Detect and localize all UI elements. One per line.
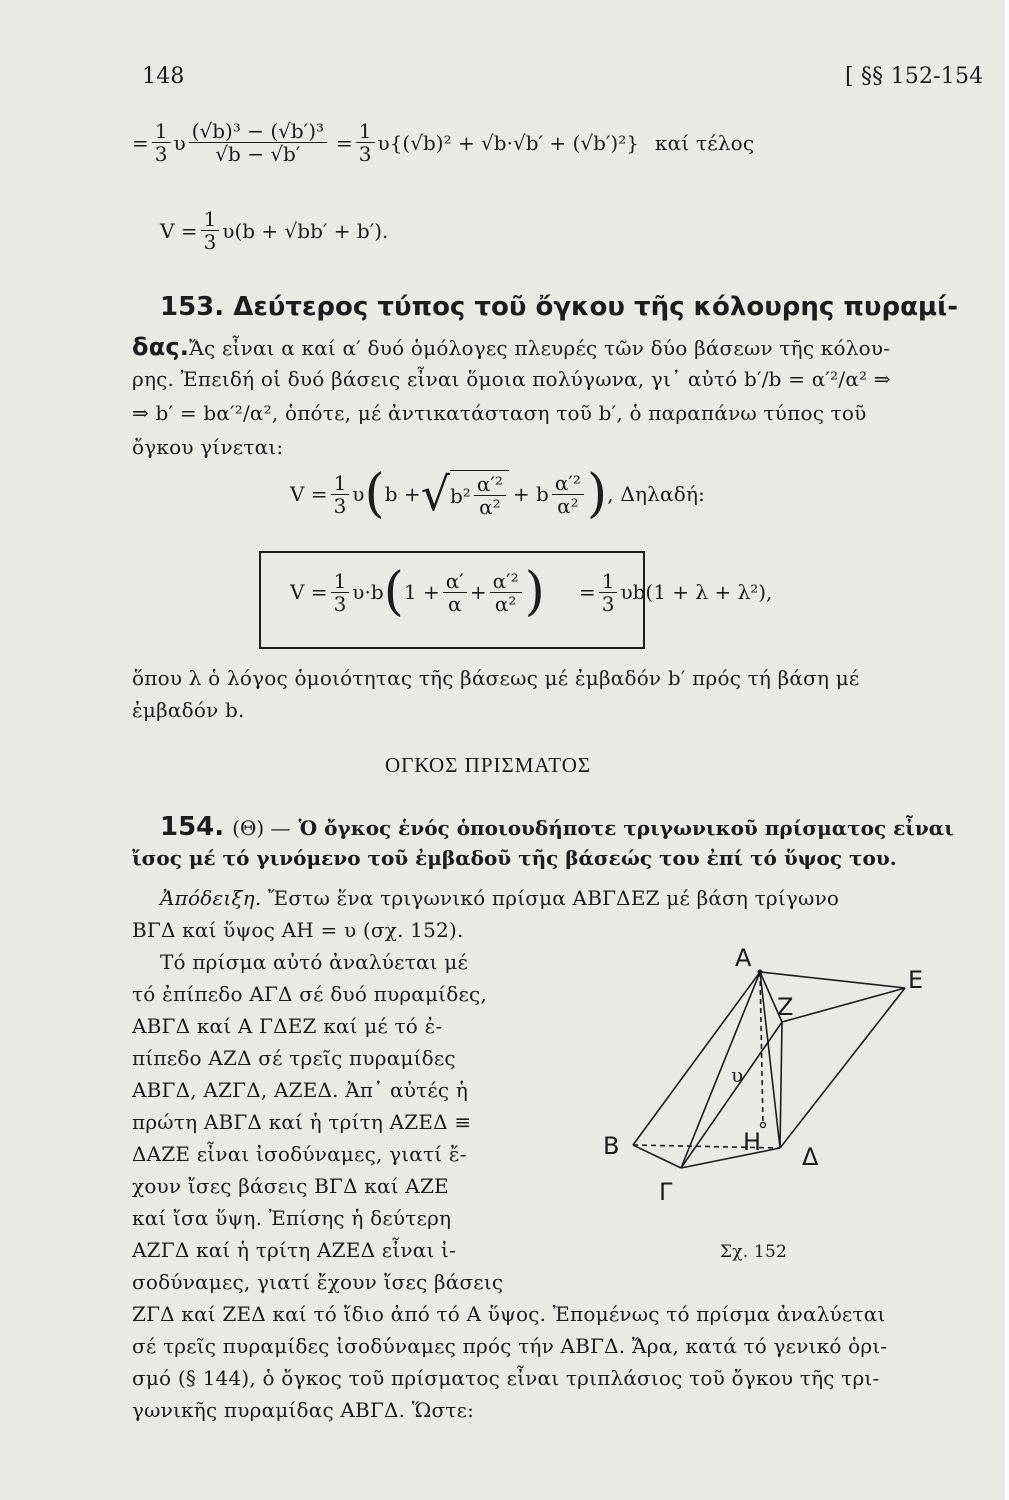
edge-AB <box>633 972 760 1145</box>
sqrt-sign: √ <box>420 467 450 521</box>
edge-AE <box>760 972 905 988</box>
that-is-text: , Δηλαδή: <box>607 482 706 506</box>
expanded-sum: υ{(√b)² + √b·√b′ + (√b′)²} <box>377 130 639 155</box>
proof-left-line: τό ἐπίπεδο ΑΓΔ σέ δυό πυραμίδες, <box>132 982 487 1006</box>
formula-body: υ(b + √bb′ + b′). <box>222 218 389 243</box>
fraction-one-third-5: $\frac{1}{3}$ <box>331 570 350 615</box>
ratio-ap-a: $\frac{\alpha'}{\alpha}$ <box>443 570 467 615</box>
fraction-one-third-3: $\frac{1}{3}$ <box>201 208 220 253</box>
section-154-title-line2: ἴσος μέ τό γινόμενο τοῦ ἐμβαδοῦ τῆς βάσεώς του ἐπί τό ὕψος του. <box>132 846 897 870</box>
height-symbol: υ <box>173 130 186 155</box>
label-H: H <box>743 1128 762 1156</box>
edge-ED <box>780 988 905 1148</box>
v-equals: V = <box>160 218 198 243</box>
section-154-title-line1: 154. (Θ) — Ὁ ὄγκος ἑνός ὁποιουδήποτε τριγωνικοῦ πρίσματος εἶναι <box>160 812 954 842</box>
edge-ZD <box>780 1022 782 1148</box>
label-u: υ <box>731 1063 744 1087</box>
edge-BG <box>633 1145 681 1168</box>
section-153-line2: ρης. Ἐπειδή οἱ δυό βάσεις εἶναι ὅμοια πολύγωνα, γι᾽ αὐτό b′/b = α′²/α² ⇒ <box>132 367 891 391</box>
proof-line2: ΒΓΔ καί ὕψος ΑΗ = υ (σχ. 152). <box>132 918 464 942</box>
label-B: B <box>603 1132 620 1160</box>
proof-left-line: ΑΖΓΔ καί ἡ τρίτη ΑΖΕΔ εἶναι ἰ- <box>132 1238 457 1262</box>
volume-formula-final <box>160 208 388 253</box>
proof-left-line: ΑΒΓΔ, ΑΖΓΔ, ΑΖΕΔ. Ἀπ᾽ αὐτές ἡ <box>132 1078 469 1102</box>
equals-sign-2: = <box>336 130 353 155</box>
label-D: Δ <box>802 1143 819 1171</box>
volume-formula-expansion <box>132 120 754 165</box>
proof-left-line: σοδύναμες, γιατί ἔχουν ἴσες βάσεις <box>132 1270 504 1294</box>
ratio-a2p-a2: $\frac{\text{α′²}}{\text{α²}}$ <box>474 473 506 518</box>
label-E: E <box>908 966 924 994</box>
right-paren: ) <box>586 464 608 524</box>
prism-volume-heading: ΟΓΚΟΣ ΠΡΙΣΜΑΤΟΣ <box>385 753 592 777</box>
label-G: Γ <box>659 1178 673 1206</box>
ratio-a2p-a2-2: $\frac{\text{α′²}}{\text{α²}}$ <box>552 472 584 517</box>
proof-full-line: ΖΓΔ καί ΖΕΔ καί τό ἴδιο ἀπό τό Α ὕψος. Ἐπομένως τό πρίσμα ἀναλύεται <box>132 1302 886 1326</box>
edge-EZ <box>782 988 905 1022</box>
proof-full-line: σέ τρεῖς πυραμίδες ἰσοδύναμες πρός τήν ΑΒΓΔ. Ἄρα, κατά τό γενικό ὁρι- <box>132 1334 888 1358</box>
proof-line1: Ἀπόδειξη. Ἔστω ἕνα τριγωνικό πρίσμα ΑΒΓΔΕΖ μέ βάση τρίγωνο <box>160 886 840 910</box>
section-reference: [ §§ 152-154 <box>845 64 984 89</box>
equals-sign: = <box>132 130 149 155</box>
figure-caption: Σχ. 152 <box>720 1242 787 1262</box>
fraction-one-third: $\frac{1}{3}$ <box>152 120 171 165</box>
proof-left-line: χουν ἴσες βάσεις ΒΓΔ καί ΑΖΕ <box>132 1174 449 1198</box>
section-153-title-end: δας. <box>132 333 190 361</box>
proof-left-line: ΔΑΖΕ εἶναι ἰσοδύναμες, γιατί ἔ- <box>132 1142 467 1166</box>
proof-left-line: ΑΒΓΔ καί Α ΓΔΕΖ καί μέ τό ἐ- <box>132 1014 443 1038</box>
fraction-one-third-6: $\frac{1}{3}$ <box>599 570 618 615</box>
proof-label: Ἀπόδειξη. <box>160 886 262 910</box>
and-finally-text: καί τέλος <box>654 130 755 155</box>
radicand: b² $\frac{\text{α′²}}{\text{α²}}$ <box>450 470 509 518</box>
vertex-A <box>758 970 763 975</box>
proof-left-line: Τό πρίσμα αὐτό ἀναλύεται μέ <box>160 950 469 974</box>
label-A: A <box>735 944 752 972</box>
ratio-explanation-line2: ἐμβαδόν b. <box>132 698 245 722</box>
section-153-line4: ὄγκου γίνεται: <box>132 435 284 459</box>
proof-left-line: πρώτη ΑΒΓΔ καί ἡ τρίτη ΑΖΕΔ ≡ <box>132 1110 472 1134</box>
prism-figure <box>585 940 955 1220</box>
theorem-marker: (Θ) — <box>232 816 291 840</box>
boxed-volume-formula: V = $\frac{1}{3}$ υ·b ( 1 + $\frac{\alpha'}{\alpha}$ + $\frac{\text{α′²}}{\text{α²}}$ ) = $\frac{1}{3}$ υb(1 + λ + λ²), <box>290 562 773 622</box>
ratio-a2p-a2-3: $\frac{\text{α′²}}{\text{α²}}$ <box>490 570 522 615</box>
section-153-title: 153. Δεύτερος τύπος τοῦ ὄγκου τῆς κόλουρης πυραμί- <box>160 292 958 322</box>
page-number: 148 <box>142 64 185 89</box>
proof-left-line: καί ἴσα ὕψη. Ἐπίσης ἡ δεύτερη <box>132 1206 452 1230</box>
ratio-explanation-line1: ὅπου λ ὁ λόγος ὁμοιότητας τῆς βάσεως μέ ἐμβαδόν b′ πρός τή βάση μέ <box>132 666 860 690</box>
label-Z: Z <box>777 993 794 1021</box>
fraction-one-third-2: $\frac{1}{3}$ <box>356 120 375 165</box>
cube-difference-fraction: $\frac{\text{(√b)³ − (√b′)³}}{√b - √b'}$ <box>189 120 327 165</box>
proof-full-line: σμό (§ 144), ὁ ὄγκος τοῦ πρίσματος εἶναι τριπλάσιος τοῦ ὄγκου τῆς τρι- <box>132 1366 880 1390</box>
fraction-one-third-4: $\frac{1}{3}$ <box>331 472 350 517</box>
section-153-line3: ⇒ b′ = bα′²/α², ὁπότε, μέ ἀντικατάσταση τοῦ b′, ὁ παραπάνω τύπος τοῦ <box>132 401 867 425</box>
left-paren: ( <box>364 464 385 524</box>
page-edge <box>1005 0 1009 1500</box>
proof-left-line: πίπεδο ΑΖΔ σέ τρεῖς πυραμίδες <box>132 1046 456 1070</box>
section-153-line1: δας.Ἄς εἶναι α καί α′ δυό ὁμόλογες πλευρές τῶν δύο βάσεων τῆς κόλου- <box>132 333 891 361</box>
volume-equation-root: V = $\frac{1}{3}$ υ ( b + √ b² $\frac{\text{α′²}}{\text{α²}}$ + b $\frac{\text{α′²}}{\text{α²}}$ ) , Δηλαδή: <box>290 464 706 524</box>
proof-full-line: γωνικῆς πυραμίδας ΑΒΓΔ. Ὥστε: <box>132 1398 475 1422</box>
edge-GD <box>681 1148 780 1168</box>
section-154-number: 154. <box>160 812 225 842</box>
